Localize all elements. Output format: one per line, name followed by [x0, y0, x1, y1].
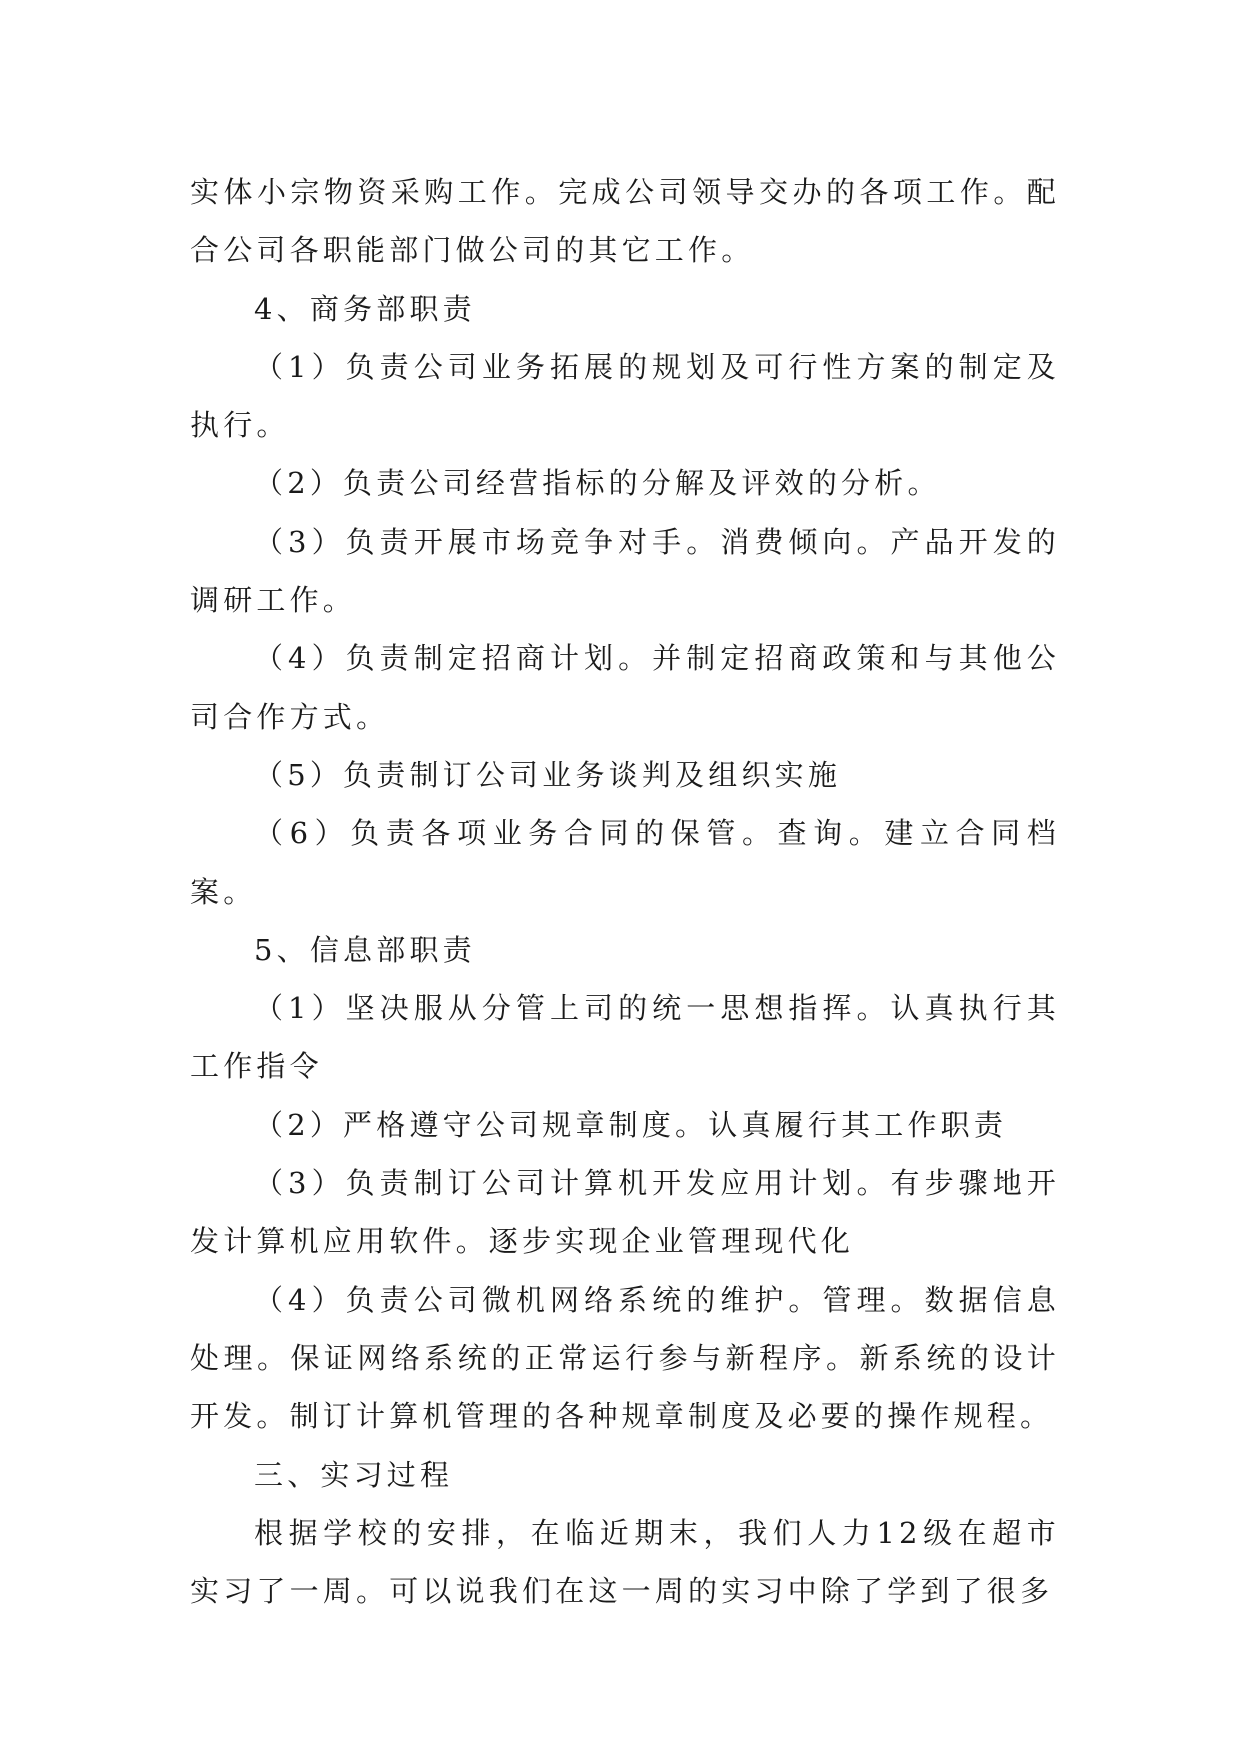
- info-item-3: （3）负责制订公司计算机开发应用计划。有步骤地开发计算机应用软件。逐步实现企业管理现代化: [190, 1166, 1060, 1259]
- paragraph-1: 实体小宗物资采购工作。完成公司领导交办的各项工作。配合公司各职能部门做公司的其它工作。: [190, 175, 1060, 268]
- commerce-item-4: （4）负责制定招商计划。并制定招商政策和与其他公司合作方式。: [190, 641, 1060, 734]
- heading-internship-process: 三、实习过程: [254, 1457, 454, 1492]
- commerce-item-2: （2）负责公司经营指标的分解及评效的分析。: [254, 466, 941, 501]
- heading-commerce-dept: 4、商务部职责: [254, 291, 476, 326]
- commerce-item-5: （5）负责制订公司业务谈判及组织实施: [254, 757, 842, 792]
- heading-info-dept: 5、信息部职责: [254, 932, 476, 967]
- document-body: [190, 163, 1060, 1620]
- commerce-item-1: （1）负责公司业务拓展的规划及可行性方案的制定及执行。: [190, 349, 1060, 443]
- commerce-item-3: （3）负责开展市场竞争对手。消费倾向。产品开发的调研工作。: [190, 524, 1060, 618]
- internship-paragraph: 根据学校的安排，在临近期末，我们人力12级在超市实习了一周。可以说我们在这一周的实习中除了学到了很多: [190, 1515, 1060, 1609]
- info-item-4: （4）负责公司微机网络系统的维护。管理。数据信息处理。保证网络系统的正常运行参与新程序。新系统的设计开发。制订计算机管理的各种规章制度及必要的操作规程。: [190, 1282, 1060, 1434]
- info-item-1: （1）坚决服从分管上司的统一思想指挥。认真执行其工作指令: [190, 991, 1060, 1084]
- info-item-2: （2）严格遵守公司规章制度。认真履行其工作职责: [254, 1107, 1008, 1142]
- commerce-item-6: （6）负责各项业务合同的保管。查询。建立合同档案。: [190, 816, 1060, 909]
